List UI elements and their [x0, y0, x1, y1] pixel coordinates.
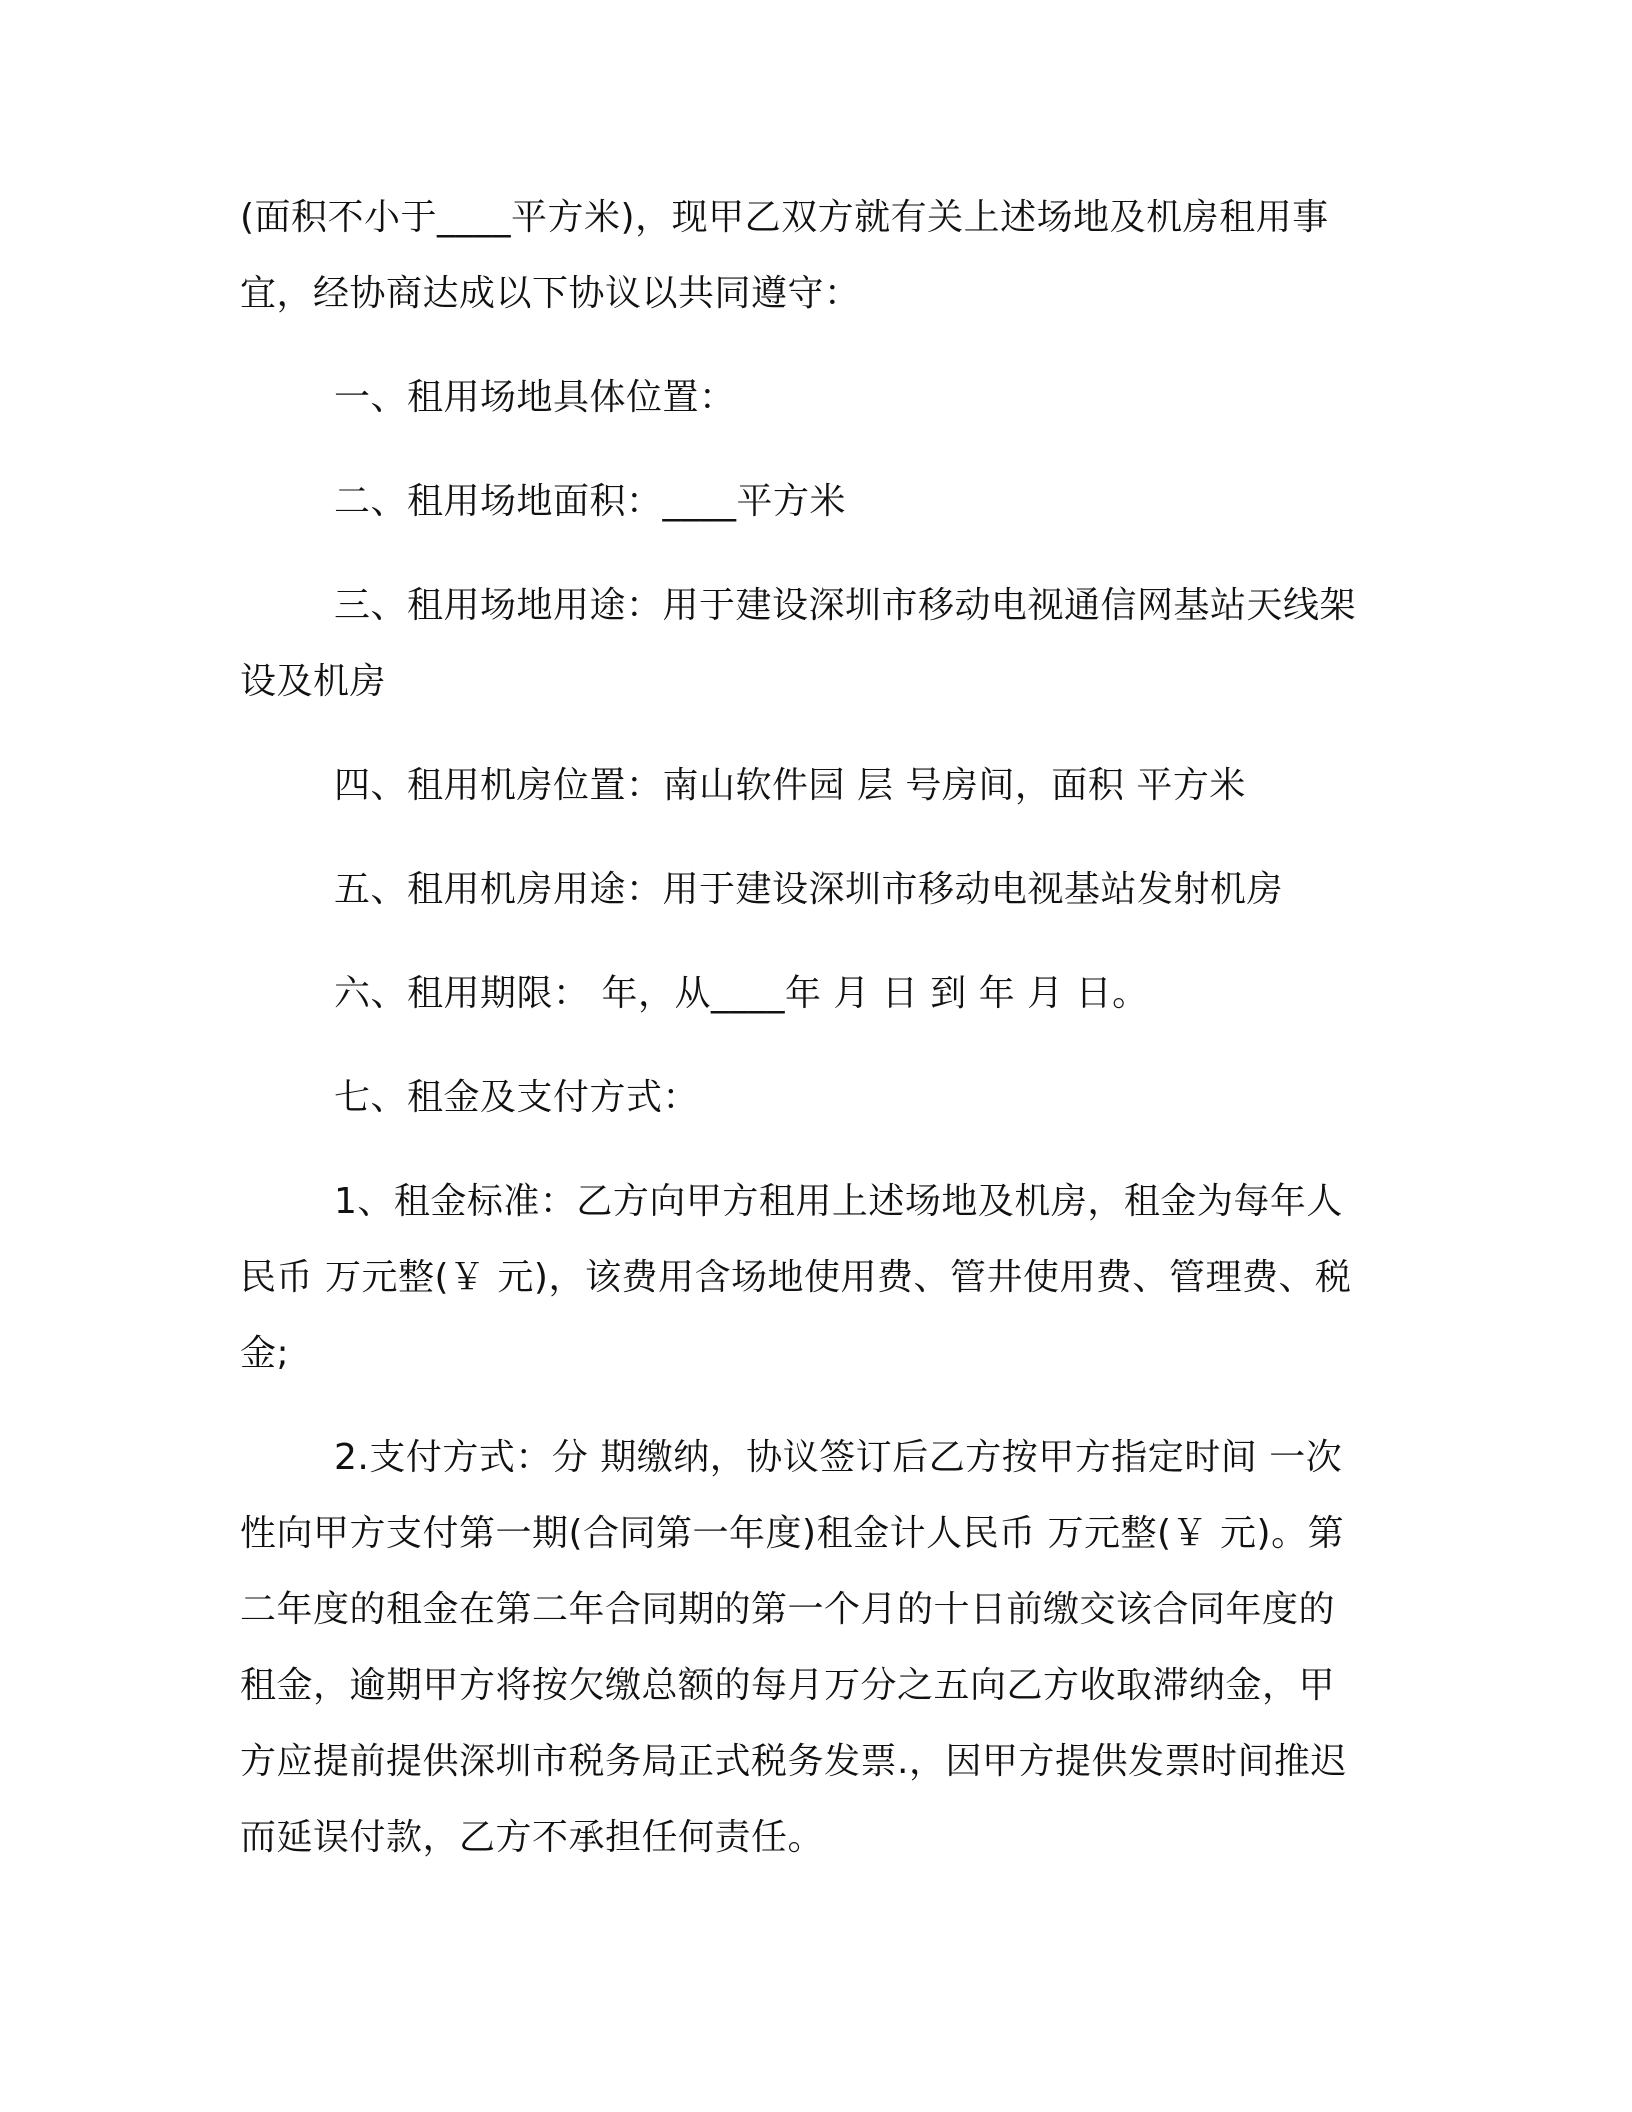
clause-5-line: 五、租用机房用途：用于建设深圳市移动电视基站发射机房 — [334, 869, 1284, 910]
clause-7-line: 七、租金及支付方式： — [334, 1077, 700, 1118]
clause-1-line: 一、租用场地具体位置： — [334, 377, 736, 418]
clause-6-line: 六、租用期限： 年，从____年 月 日 到 年 月 日。 — [334, 973, 1149, 1014]
payment-method-line-cont: 租金，逾期甲方将按欠缴总额的每月万分之五向乙方收取滞纳金，甲 — [240, 1665, 1336, 1706]
paragraph-line: 宜，经协商达成以下协议以共同遵守： — [240, 273, 861, 314]
clause-3-line-cont: 设及机房 — [240, 661, 387, 702]
paragraph-line: (面积不小于____平方米)，现甲乙双方就有关上述场地及机房租用事 — [240, 197, 1329, 238]
rent-standard-line: 1、租金标准：乙方向甲方租用上述场地及机房，租金为每年人 — [334, 1181, 1343, 1222]
payment-method-line: 2.支付方式：分 期缴纳，协议签订后乙方按甲方指定时间 一次 — [334, 1437, 1343, 1478]
payment-method-line-end: 而延误付款，乙方不承担任何责任。 — [240, 1817, 825, 1858]
clause-4-line: 四、租用机房位置：南山软件园 层 号房间，面积 平方米 — [334, 765, 1246, 806]
rent-standard-line-cont: 民币 万元整(￥ 元)，该费用含场地使用费、管井使用费、管理费、税 — [240, 1257, 1352, 1298]
payment-method-line-cont: 性向甲方支付第一期(合同第一年度)租金计人民币 万元整(￥ 元)。第 — [240, 1513, 1345, 1554]
rent-standard-line-end: 金; — [240, 1333, 290, 1374]
payment-method-line-cont: 方应提前提供深圳市税务局正式税务发票.，因甲方提供发票时间推迟 — [240, 1741, 1347, 1782]
clause-2-line: 二、租用场地面积：____平方米 — [334, 481, 847, 522]
payment-method-line-cont: 二年度的租金在第二年合同期的第一个月的十日前缴交该合同年度的 — [240, 1589, 1336, 1630]
clause-3-line: 三、租用场地用途：用于建设深圳市移动电视通信网基站天线架 — [334, 585, 1357, 626]
